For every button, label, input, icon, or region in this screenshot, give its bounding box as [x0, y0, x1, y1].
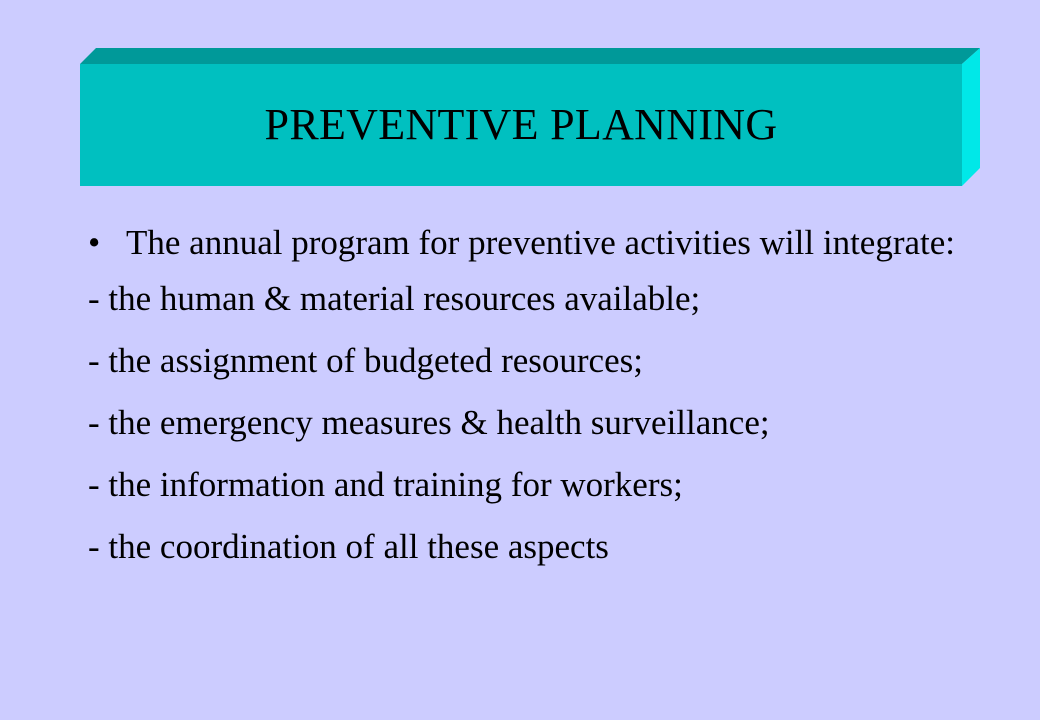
list-item-coordination: - the coordination of all these aspects	[88, 527, 609, 566]
list-item-budgeted-resources: - the assignment of budgeted resources;	[88, 341, 643, 380]
list-item-human-material-resources: - the human & material resources available;	[88, 279, 701, 318]
bullet-text: The annual program for preventive activities will integrate:	[126, 223, 955, 262]
slide-content	[88, 222, 988, 588]
bullet-icon: •	[88, 223, 101, 262]
title-banner-top-face	[80, 48, 980, 64]
title-banner-side-face	[962, 48, 980, 186]
bullet-item	[88, 222, 988, 264]
title-banner	[80, 48, 980, 186]
list-item-emergency-measures: - the emergency measures & health surveillance;	[88, 403, 770, 442]
list-item-information-training: - the information and training for workers;	[88, 465, 683, 504]
slide-title: PREVENTIVE PLANNING	[264, 100, 778, 149]
